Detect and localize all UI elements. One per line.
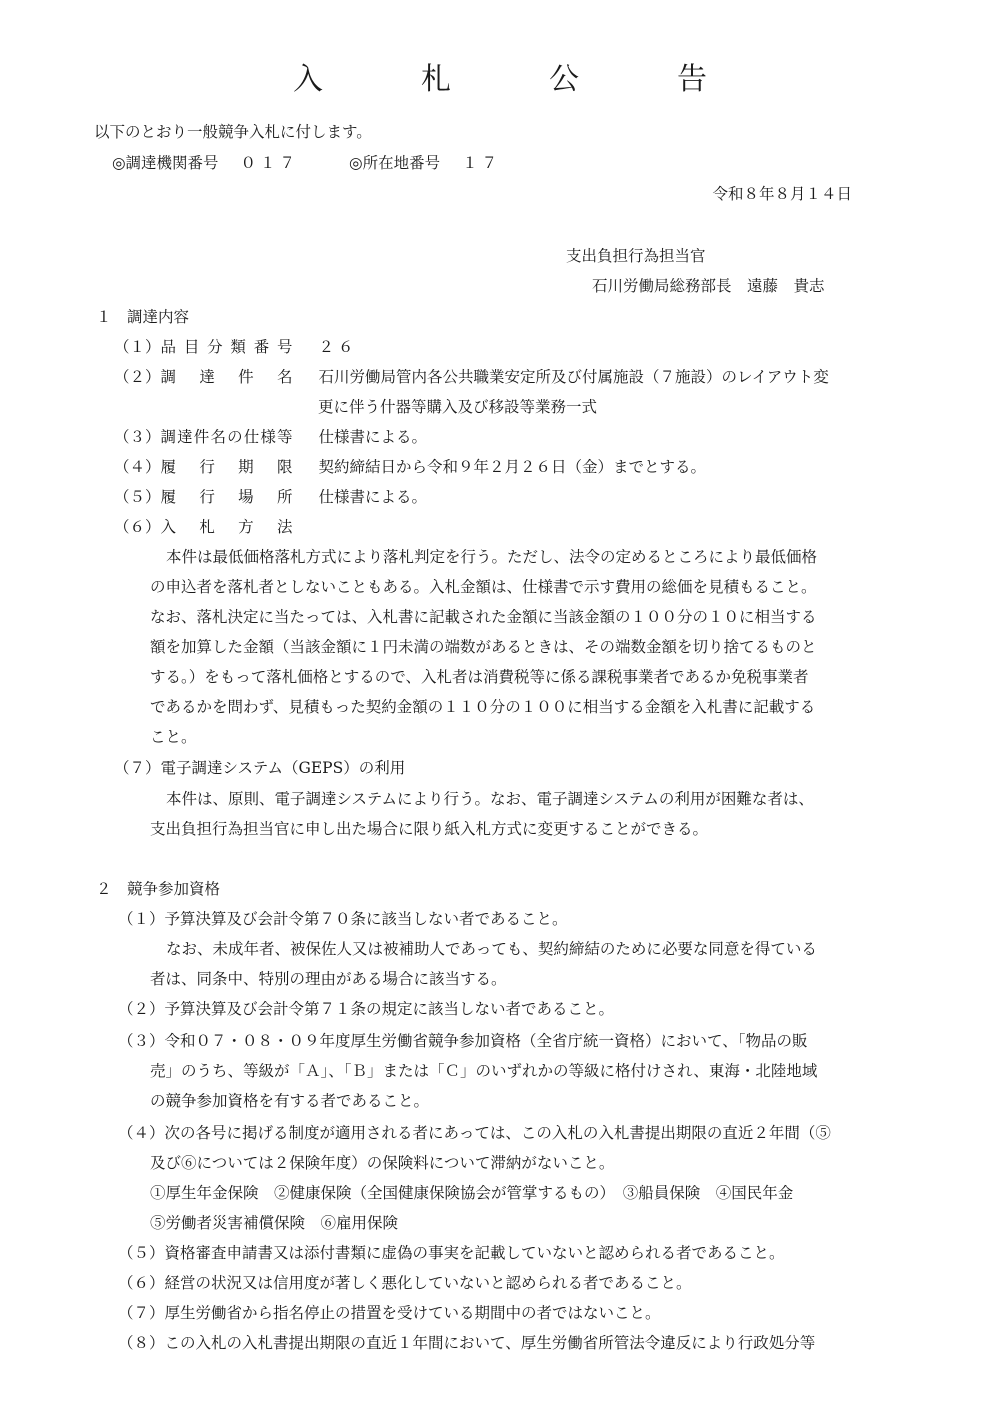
item-1-2-continued: 更に伴う什器等購入及び移設等業務一式 [318, 398, 598, 416]
item-2-3 [118, 1026, 807, 1056]
bid-method-line-3: なお、落札決定に当たっては、入札書に記載された金額に当該金額の１００分の１０に相当する [150, 608, 817, 626]
bid-method-line-5: する。）をもって落札価格とするので、入札者は消費税等に係る課税事業者であるか免税事業者 [150, 668, 809, 686]
item-1-6 [114, 512, 293, 542]
item-2-6 [118, 1268, 692, 1298]
item-number: （５） [118, 1244, 165, 1262]
item-2-5 [118, 1238, 785, 1268]
item-number: （７） [114, 759, 161, 777]
item-number: （１） [114, 338, 161, 356]
notice-date: 令和８年８月１４日 [712, 185, 852, 203]
bid-method-line-7: こと。 [150, 728, 197, 746]
geps-line-2: 支出負担行為担当官に申し出た場合に限り紙入札方式に変更することができる。 [150, 820, 709, 838]
item-2-8 [118, 1328, 815, 1358]
item-label: 入札方法 [160, 518, 293, 536]
item-text: 予算決算及び会計令第７１条の規定に該当しない者であること。 [164, 1000, 615, 1018]
procurement-codes [112, 148, 501, 178]
item-number: （６） [114, 518, 161, 536]
item-value: 契約締結日から令和９年２月２６日（金）までとする。 [318, 458, 707, 476]
location-code-label: ◎所在地番号 [349, 154, 441, 172]
item-number: （６） [118, 1274, 165, 1292]
item-1-3 [114, 422, 427, 452]
bid-method-line-6: であるかを問わず、見積もった契約金額の１１０分の１００に相当する金額を入札書に記載する [150, 698, 816, 716]
item-2-4-line-2: 及び⑥については２保険年度）の保険料について滞納がないこと。 [150, 1154, 615, 1172]
item-1-5 [114, 482, 427, 512]
item-number: （５） [114, 488, 161, 506]
agency-code-label: ◎調達機関番号 [112, 154, 219, 172]
section-1-heading: １ 調達内容 [96, 308, 190, 326]
item-value: 仕様書による。 [318, 488, 428, 506]
item-number: （４） [118, 1124, 165, 1142]
location-code-value: １７ [462, 154, 502, 172]
bid-method-line-1: 本件は最低価格落札方式により落札判定を行う。ただし、法令の定めるところにより最低価格 [166, 548, 818, 566]
document-title: 入 札 公 告 [293, 62, 741, 97]
item-text: 経営の状況又は信用度が著しく悪化していないと認められる者であること。 [164, 1274, 692, 1292]
item-text: 令和０７・０８・０９年度厚生労働省競争参加資格（全省庁統一資格）において、「物品の販 [164, 1032, 808, 1050]
item-text: 次の各号に掲げる制度が適用される者にあっては、この入札の入札書提出期限の直近２年間（⑤ [164, 1124, 831, 1142]
official-name: 石川労働局総務部長 遠藤 貴志 [592, 277, 825, 295]
item-text: この入札の入札書提出期限の直近１年間において、厚生労働省所管法令違反により行政処分等 [164, 1334, 816, 1352]
item-value: 仕様書による。 [318, 428, 428, 446]
item-text: 厚生労働省から指名停止の措置を受けている期間中の者ではないこと。 [164, 1304, 661, 1322]
item-2-1 [118, 904, 568, 934]
agency-code-value: ０１７ [240, 154, 300, 172]
item-number: （４） [114, 458, 161, 476]
item-label: 品目分類番号 [160, 338, 293, 356]
item-number: （７） [118, 1304, 165, 1322]
item-2-3-line-2: 売」のうち、等級が「Ａ」、「Ｂ」または「Ｃ」のいずれかの等級に格付けされ、東海・北陸地域 [150, 1062, 818, 1080]
item-number: （３） [114, 428, 161, 446]
bid-method-line-2: の申込者を落札者としないこともある。入札金額は、仕様書で示す費用の総価を見積もること。 [150, 578, 817, 596]
section-2-heading: ２ 競争参加資格 [96, 880, 221, 898]
item-value: 石川労働局管内各公共職業安定所及び付属施設（７施設）のレイアウト変 [318, 368, 829, 386]
item-text: 予算決算及び会計令第７０条に該当しない者であること。 [164, 910, 568, 928]
item-2-2 [118, 994, 614, 1024]
item-text: 資格審査申請書又は添付書類に虚偽の事実を記載していないと認められる者であること。 [164, 1244, 785, 1262]
insurance-list-2: ⑤労働者災害補償保険 ⑥雇用保険 [150, 1214, 399, 1232]
official-role: 支出負担行為担当官 [566, 247, 706, 265]
item-value: ２６ [318, 338, 358, 356]
item-2-4 [118, 1118, 831, 1148]
item-label: 履行場所 [160, 488, 293, 506]
bid-method-line-4: 額を加算した金額（当該金額に１円未満の端数があるときは、その端数金額を切り捨てるものと [150, 638, 817, 656]
item-number: （２） [118, 1000, 165, 1018]
item-1-2 [114, 362, 829, 392]
item-label: 調達件名の仕様等 [160, 428, 293, 446]
item-label: 電子調達システム（GEPS）の利用 [160, 759, 406, 777]
insurance-list-1: ①厚生年金保険 ②健康保険（全国健康保険協会が管掌するもの） ③船員保険 ④国民年金 [150, 1184, 794, 1202]
item-2-1-line-2: なお、未成年者、被保佐人又は被補助人であっても、契約締結のために必要な同意を得ている [166, 940, 817, 958]
item-number: （２） [114, 368, 161, 386]
item-number: （３） [118, 1032, 165, 1050]
item-2-7 [118, 1298, 661, 1328]
geps-line-1: 本件は、原則、電子調達システムにより行う。なお、電子調達システムの利用が困難な者は、 [166, 790, 814, 808]
item-2-1-line-3: 者は、同条中、特別の理由がある場合に該当する。 [150, 970, 507, 988]
item-label: 履行期限 [160, 458, 293, 476]
item-1-1 [114, 332, 358, 362]
item-1-7 [114, 753, 405, 783]
item-number: （１） [118, 910, 165, 928]
item-label: 調達件名 [160, 368, 293, 386]
item-1-4 [114, 452, 706, 482]
item-2-3-line-3: の競争参加資格を有する者であること。 [150, 1092, 430, 1110]
intro-text: 以下のとおり一般競争入札に付します。 [94, 123, 372, 141]
item-number: （８） [118, 1334, 165, 1352]
